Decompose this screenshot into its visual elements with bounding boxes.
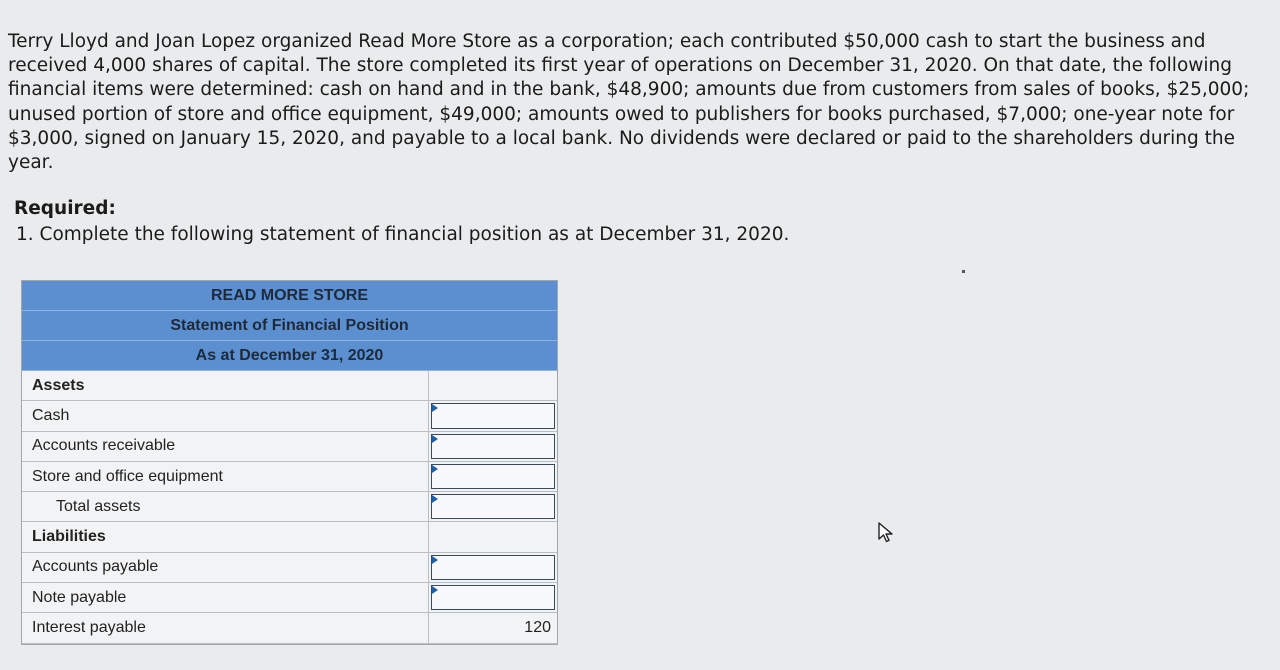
row-note-payable (22, 583, 557, 613)
dropdown-marker-icon (432, 465, 438, 473)
dropdown-marker-icon (432, 495, 438, 503)
total-assets-label: Total assets (22, 492, 429, 521)
note-payable-label: Note payable (22, 583, 429, 612)
dropdown-marker-icon (432, 435, 438, 443)
company-name-header: READ MORE STORE (22, 281, 557, 311)
statement-date-header: As at December 31, 2020 (22, 341, 557, 371)
accounts-receivable-label: Accounts receivable (22, 432, 429, 461)
row-accounts-payable (22, 553, 557, 583)
liabilities-label: Liabilities (22, 522, 429, 551)
dropdown-marker-icon (432, 586, 438, 594)
row-accounts-receivable (22, 432, 557, 462)
statement-title-header: Statement of Financial Position (22, 311, 557, 341)
dropdown-marker-icon (432, 556, 438, 564)
assets-label: Assets (22, 371, 429, 400)
dropdown-marker-icon (432, 404, 438, 412)
store-office-equipment-input[interactable] (429, 462, 557, 491)
interest-payable-value: 120 (524, 619, 551, 637)
accounts-payable-input[interactable] (429, 553, 557, 582)
financial-position-worksheet (21, 280, 558, 645)
stray-mark (962, 270, 965, 273)
row-interest-payable (22, 613, 557, 643)
mouse-pointer-icon (876, 521, 898, 543)
cash-input[interactable] (429, 401, 557, 430)
accounts-payable-label: Accounts payable (22, 553, 429, 582)
row-cash (22, 401, 557, 431)
note-payable-input[interactable] (429, 583, 557, 612)
required-heading: Required: (14, 198, 116, 219)
row-assets-heading (22, 371, 557, 401)
total-assets-input[interactable] (429, 492, 557, 521)
cash-label: Cash (22, 401, 429, 430)
liabilities-value-cell (429, 522, 557, 551)
assets-value-cell (429, 371, 557, 400)
problem-text-block (8, 30, 1270, 175)
problem-paragraph: Terry Lloyd and Joan Lopez organized Read More Store as a corporation; each contributed $50,000 cash to start the business and received 4,000 shares of capital. The store completed its first year of operations on December 31, 2020. On that date, the following financial items were determined: cash on hand and in the bank, $48,900; amounts due from customers from sales of books, $25,000; unused portion of store and office equipment, $49,000; amounts owed to publishers for books purchased, $7,000; one-year note for $3,000, signed on January 15, 2020, and payable to a local bank. No dividends were declared or paid to the shareholders during the year. (8, 31, 1250, 174)
row-total-assets (22, 492, 557, 522)
required-instruction: 1. Complete the following statement of financial position as at December 31, 2020. (16, 224, 790, 245)
interest-payable-label: Interest payable (22, 613, 429, 642)
row-liabilities-heading (22, 522, 557, 552)
row-store-office-equipment (22, 462, 557, 492)
accounts-receivable-input[interactable] (429, 432, 557, 461)
store-office-equipment-label: Store and office equipment (22, 462, 429, 491)
